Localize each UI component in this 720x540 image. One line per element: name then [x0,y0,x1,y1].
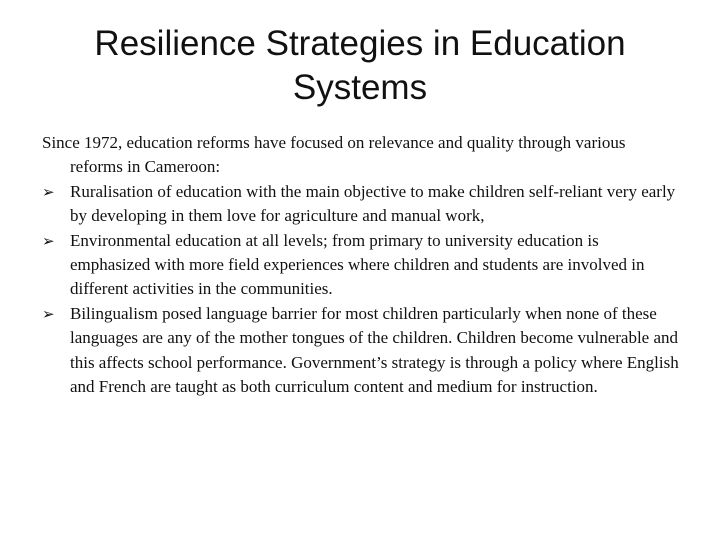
bullet-item-bilingualism [42,302,682,400]
intro-paragraph: Since 1972, education reforms have focused on relevance and quality through various reforms in Cameroon: [42,133,626,177]
bullet-item-ruralisation [42,180,682,229]
slide-title: Resilience Strategies in Education Systems [94,24,626,107]
bullet-text: Bilingualism posed language barrier for most children particularly when none of these languages are any of the mother tongues of the children. Children become vulnerable and this affects school performance. Government’s strategy is through a policy where English and French are taught as both curriculum content and medium for instruction. [70,303,679,397]
arrowhead-bullet-icon: ➢ [42,231,55,250]
bullet-list [42,180,682,400]
bullet-text: Ruralisation of education with the main objective to make children self-reliant very early by developing in them love for agriculture and manual work, [70,181,676,226]
arrowhead-bullet-icon: ➢ [42,182,55,201]
slide-body [42,131,682,399]
bullet-item-environmental [42,229,682,302]
bullet-text: Environmental education at all levels; from primary to university education is emphasized with more field experiences where children and students are involved in different activities in the communities. [70,230,645,299]
arrowhead-bullet-icon: ➢ [42,304,55,323]
